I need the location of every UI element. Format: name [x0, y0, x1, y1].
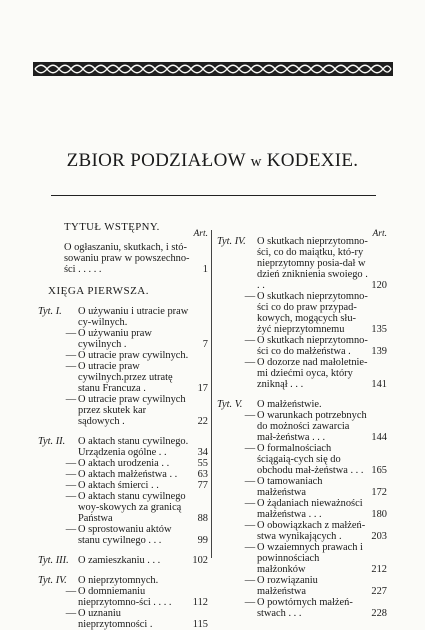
entry-text: O skutkach nieprzytomno-ści co do małżeństwa .	[257, 335, 368, 357]
entry-text: O utracie praw cywilnych.przez utratę stanu Francuza .	[78, 361, 173, 394]
toc-entry	[38, 394, 208, 427]
entry-dash: —	[65, 350, 77, 361]
entry-text: O wzaiemnych prawach i powinnościach małżonków	[257, 542, 363, 575]
entry-text: O rozwiązaniu małżeństwa	[257, 575, 318, 597]
article-number: 165	[371, 465, 387, 476]
article-number: 102	[192, 555, 208, 566]
entry-text: O zamieszkaniu . . .	[78, 555, 161, 566]
entry-dash: —	[244, 443, 256, 454]
toc-entry	[217, 410, 387, 443]
entry-text: O domniemaniu nieprzytomno-ści . . . .	[78, 586, 172, 608]
article-number: 144	[371, 432, 387, 443]
article-number: 77	[197, 480, 208, 491]
entry-dash: —	[244, 597, 256, 608]
article-number: 22	[197, 416, 208, 427]
article-number: 1	[202, 264, 208, 275]
group-label: Tyt. III.	[38, 555, 69, 566]
column-divider	[211, 230, 212, 558]
article-number: 180	[371, 509, 387, 520]
entry-text: O obowiązkach z małżeń-stwa wynikających .	[257, 520, 366, 542]
entry-dash: —	[244, 291, 256, 302]
toc-entry	[38, 480, 208, 491]
group-label: Tyt. IV.	[217, 236, 246, 247]
toc-entry	[217, 542, 387, 575]
art-label-left: Art.	[193, 229, 208, 239]
title-group	[38, 555, 208, 566]
entry-dash: —	[244, 520, 256, 531]
entry-text: O skutkach nieprzytomno-ści co do praw przypad-kowych, mogących słu-żyć nieprzytomnemu	[257, 291, 368, 335]
article-number: 99	[197, 535, 208, 546]
entry-text: O używaniu praw cywilnych .	[78, 328, 152, 350]
title-end: KODEXIE.	[266, 150, 359, 171]
article-number: 227	[371, 586, 387, 597]
entry-dash: —	[65, 608, 77, 619]
title-group	[38, 575, 208, 630]
toc-entry	[38, 469, 208, 480]
entry-text: O nieprzytomnych.	[78, 575, 159, 586]
toc-entry	[217, 443, 387, 476]
toc-entry	[217, 498, 387, 520]
entry-dash: —	[244, 575, 256, 586]
title-text: ZBIOR PODZIAŁOW	[66, 150, 246, 171]
entry-dash: —	[244, 357, 256, 368]
entry-dash: —	[65, 491, 77, 502]
left-column	[38, 222, 208, 630]
entry-text: O aktach małżeństwa . .	[78, 469, 178, 480]
entry-text: O dozorze nad małoletnie-mi dziećmi oyca, który zniknął . . .	[257, 357, 368, 390]
entry-text: O formalnościach ściągaią-cych się do obchodu mał-żeństwa . . .	[257, 443, 364, 476]
left-groups	[38, 306, 208, 630]
toc-entry	[217, 357, 387, 390]
title-group	[38, 306, 208, 427]
entry-text: O sprostowaniu aktów stanu cywilnego . . .	[78, 524, 172, 546]
entry-text: O aktach stanu cywilnego.	[78, 436, 189, 447]
article-number: 135	[371, 324, 387, 335]
group-label: Tyt. II.	[38, 436, 66, 447]
toc-entry	[38, 436, 208, 447]
entry-dash: —	[244, 476, 256, 487]
group-label: Tyt. IV.	[38, 575, 67, 586]
article-number: 7	[202, 339, 208, 350]
toc-entry	[38, 575, 208, 586]
entry-dash: —	[65, 524, 77, 535]
entry-text: Urządzenia ogólne . .	[78, 447, 167, 458]
toc-entry	[38, 306, 208, 328]
entry-text: O warunkach potrzebnych do możności zawarcia mał-żeństwa . . .	[257, 410, 367, 443]
entry-text: O aktach stanu cywilnego woy-skowych za granicą Państwa	[78, 491, 186, 524]
title-connector: w	[250, 154, 262, 170]
title-divider	[51, 195, 376, 196]
article-number: 203	[371, 531, 387, 542]
entry-dash: —	[65, 469, 77, 480]
toc-entry	[38, 361, 208, 394]
group-label: Tyt. V.	[217, 399, 243, 410]
toc-entry	[38, 524, 208, 546]
right-column	[217, 222, 387, 619]
article-number: 139	[371, 346, 387, 357]
page-title	[0, 150, 425, 172]
entry-text: O utracie praw cywilnych przez skutek kar sądowych .	[78, 394, 186, 427]
entry-dash: —	[65, 480, 77, 491]
entry-text: O małżeństwie.	[257, 399, 322, 410]
entry-dash: —	[65, 458, 77, 469]
entry-text: O tamowaniach małżeństwa	[257, 476, 323, 498]
ksiega-pierwsza-heading: XIĘGA PIERWSZA.	[48, 285, 149, 297]
article-number: 120	[371, 280, 387, 291]
toc-entry	[217, 291, 387, 335]
title-group	[38, 436, 208, 546]
article-number: 141	[371, 379, 387, 390]
title-group	[217, 236, 387, 390]
toc-entry	[217, 520, 387, 542]
toc-entry	[38, 555, 208, 566]
article-number: 88	[197, 513, 208, 524]
art-label-right: Art.	[372, 229, 387, 239]
entry-dash: —	[244, 335, 256, 346]
entry-text: O uznaniu nieprzytomności .	[78, 608, 153, 630]
entry-text: O utracie praw cywilnych.	[78, 350, 189, 361]
decorative-border-ornament	[33, 62, 393, 76]
entry-dash: —	[65, 328, 77, 339]
entry-text: O aktach śmierci . .	[78, 480, 159, 491]
toc-entry	[217, 476, 387, 498]
toc-entry	[38, 491, 208, 524]
entry-dash: —	[65, 394, 77, 405]
entry-dash: —	[244, 498, 256, 509]
group-label: Tyt. I.	[38, 306, 62, 317]
entry-text: O powtórnych małżeń-stwach . . .	[257, 597, 353, 619]
toc-entry	[38, 350, 208, 361]
toc-entry	[38, 458, 208, 469]
tytul-wstepny-entry	[38, 242, 208, 275]
article-number: 212	[371, 564, 387, 575]
toc-entry	[38, 586, 208, 608]
article-number: 115	[192, 619, 208, 630]
article-number: 17	[197, 383, 208, 394]
article-number: 228	[371, 608, 387, 619]
entry-dash: —	[65, 361, 77, 372]
entry-dash: —	[65, 586, 77, 597]
toc-entry	[38, 447, 208, 458]
right-groups	[217, 236, 387, 619]
toc-entry	[217, 399, 387, 410]
title-group	[217, 399, 387, 619]
toc-entry	[217, 597, 387, 619]
entry-text: O żądaniach nieważności małżeństwa . . .	[257, 498, 363, 520]
toc-entry	[217, 335, 387, 357]
tytul-wstepny-heading: TYTUŁ WSTĘPNY.	[64, 221, 160, 233]
article-number: 112	[192, 597, 208, 608]
entry-dash: —	[244, 542, 256, 553]
article-number: 172	[371, 487, 387, 498]
toc-entry	[38, 328, 208, 350]
entry-text: O używaniu i utracie praw cy-wilnych.	[78, 306, 189, 328]
entry-dash: —	[244, 410, 256, 421]
entry-text: O aktach urodzenia . .	[78, 458, 170, 469]
entry-text: O ogłaszaniu, skutkach, i stó-sowaniu praw w powszechno-ści . . . . .	[64, 242, 190, 275]
article-number: 55	[197, 458, 208, 469]
article-number: 34	[197, 447, 208, 458]
entry-text: O skutkach nieprzytomno-ści, co do maiątku, któ-ry nieprzytomny posia-dał w dzień zniknienia swoiego . . .	[257, 236, 368, 291]
toc-entry	[217, 575, 387, 597]
toc-entry	[217, 236, 387, 291]
article-number: 63	[197, 469, 208, 480]
toc-entry	[38, 608, 208, 630]
